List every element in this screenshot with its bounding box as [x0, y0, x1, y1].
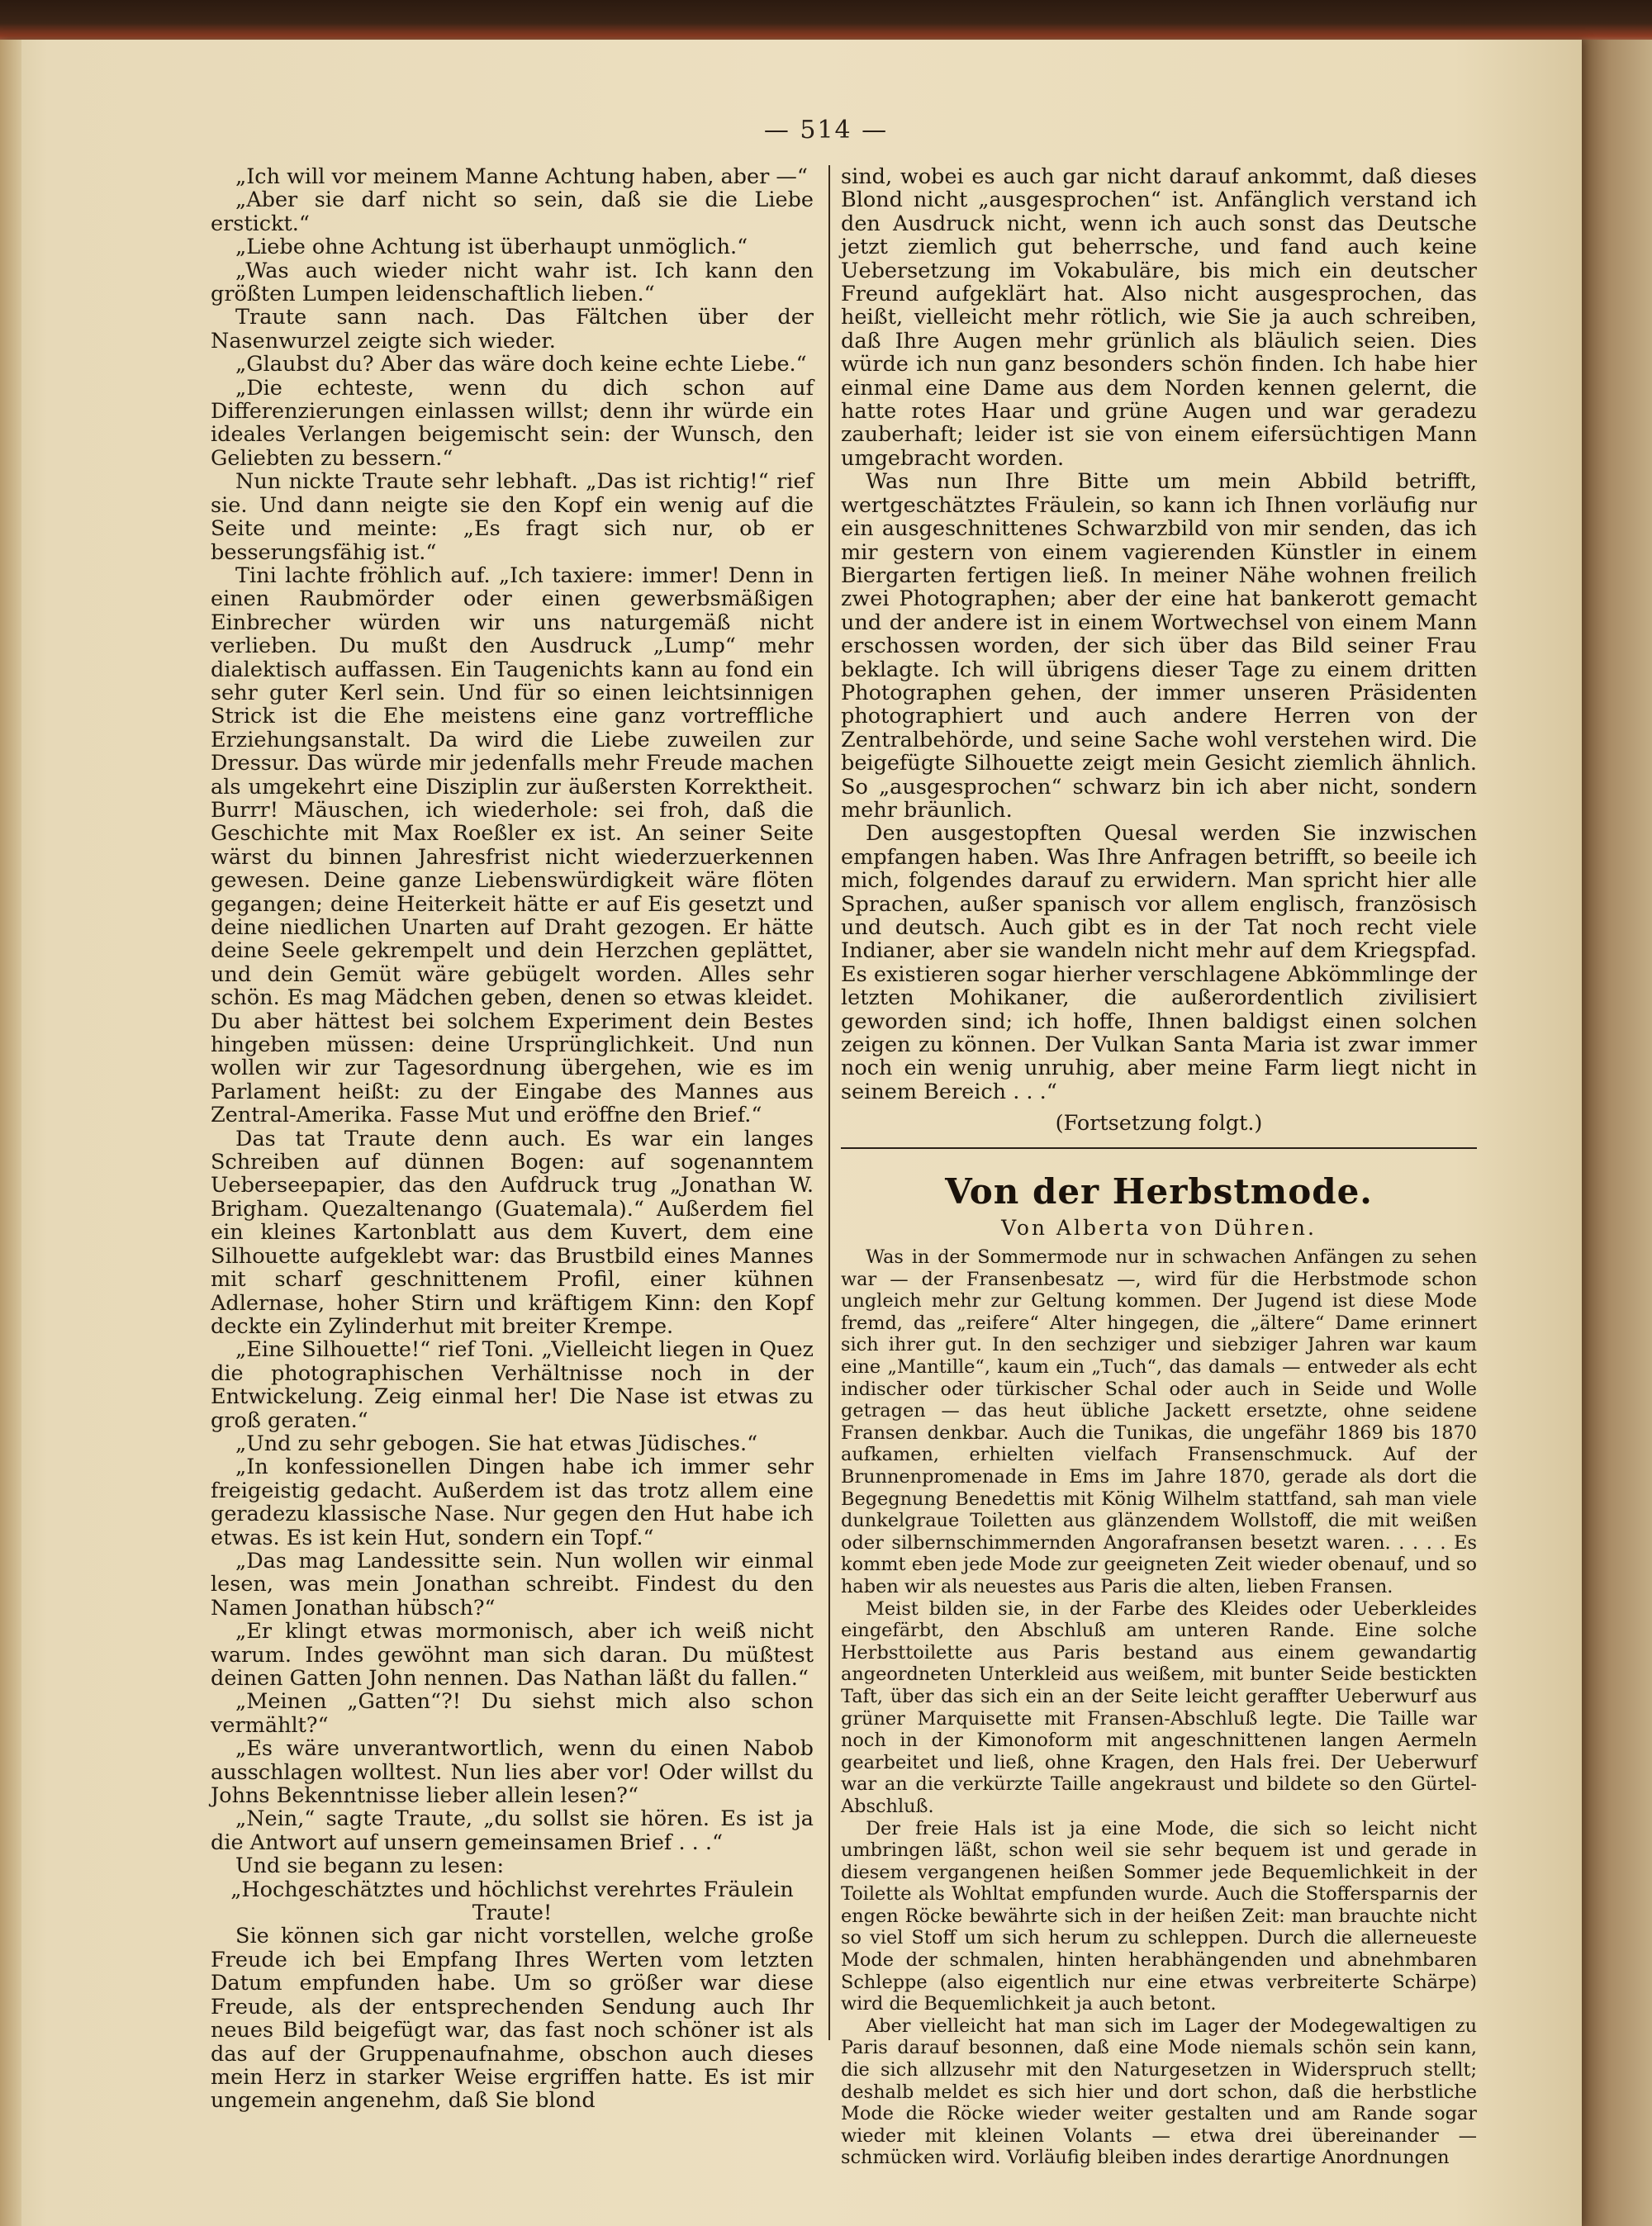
- paragraph: Sie können sich gar nicht vorstellen, welche große Freude ich bei Empfang Ihres Werten vom letzten Datum empfunden habe. Um so größer war diese Freude, als der entsprechenden Sendung auch Ihr neues Bild beigefügt war, das fast noch schöner ist als das auf der Gruppenaufnahme, obschon auch dieses mein Herz in starker Weise ergriffen hatte. Es ist mir ungemein angenehm, daß Sie blond: [211, 1924, 814, 2114]
- paragraph: Aber vielleicht hat man sich im Lager der Modegewaltigen zu Paris darauf besonnen, daß eine Mode niemals schön sein kann, die sich allzusehr mit den Naturgesetzen in Widerspruch stellt; deshalb meldet es sich hier und dort schon, daß die herbstliche Mode die Röcke wieder weiter gestalten und am Rande sogar wieder mit kleinen Volants — etwa drei übereinander — schmücken wird. Vorläufig bleiben indes derartige Anordnungen: [841, 2015, 1477, 2169]
- paragraph: „In konfessionellen Dingen habe ich immer sehr freigeistig gedacht. Außerdem ist das trotz allem eine geradezu klassische Nase. Nur gegen den Hut habe ich etwas. Es ist kein Hut, sondern ein Topf.“: [211, 1455, 814, 1550]
- paragraph: „Was auch wieder nicht wahr ist. Ich kann den größten Lumpen leidenschaftlich lieben.“: [211, 258, 814, 307]
- article-byline: Von Alberta von Dühren.: [1001, 1215, 1317, 1240]
- paragraph: Den ausgestopften Quesal werden Sie inzwischen empfangen haben. Was Ihre Anfragen betrifft, so beeile ich mich, folgendes darauf zu erwidern. Man spricht hier alle Sprachen, außer spanisch vor allem englisch, französisch und deutsch. Auch gibt es in der Tat noch recht viele Indianer, aber sie wandeln nicht mehr auf dem Kriegspfad. Es existieren sogar hierher verschlagene Abkömmlinge der letzten Mohikaner, die außerordentlich zivilisiert geworden sind; ich hoffe, Ihnen baldigst einen solchen zeigen zu können. Der Vulkan Santa Maria ist zwar immer noch ein wenig unruhig, aber meine Farm liegt nicht in seinem Bereich . . .“: [841, 821, 1477, 1104]
- continued-note: (Fortsetzung folgt.): [1055, 1111, 1263, 1137]
- letter-salutation: „Hochgeschätztes und höchlichst verehrtes Fräulein Traute!: [230, 1877, 794, 1926]
- paragraph: „Ich will vor meinem Manne Achtung haben, aber —“: [235, 164, 808, 189]
- paragraph: „Er klingt etwas mormonisch, aber ich weiß nicht warum. Indes gewöhnt man sich daran. Du müßtest deinen Gatten John nennen. Das Nathan läßt du fallen.“: [211, 1619, 814, 1691]
- article-body: [841, 1246, 1477, 2169]
- section-rule: [841, 1147, 1477, 1149]
- paragraph: „Eine Silhouette!“ rief Toni. „Vielleicht liegen in Quez die photographischen Verhältnisse noch in der Entwickelung. Zeig einmal her! Die Nase ist etwas zu groß geraten.“: [211, 1337, 814, 1433]
- paragraph: „Es wäre unverantwortlich, wenn du einen Nabob ausschlagen wolltest. Nun lies aber vor! Oder willst du Johns Bekenntnisse lieber allein lesen?“: [211, 1736, 814, 1809]
- paragraph: Was nun Ihre Bitte um mein Abbild betrifft, wertgeschätztes Fräulein, so kann ich Ihnen vorläufig nur ein ausgeschnittenes Schwarzbild von mir senden, das ich mir gestern von einem vagierenden Künstler in einem Biergarten fertigen ließ. In meiner Nähe wohnen freilich zwei Photographen; aber der eine hat bankerott gemacht und der andere ist in einem Wortwechsel von einem Mann erschossen worden, der sich über das Bild seiner Frau beklagte. Ich will übrigens dieser Tage zu einem dritten Photographen gehen, der immer unseren Präsidenten photographiert und auch andere Herren von der Zentralbehörde, und seine Sache wohl verstehen wird. Die beigefügte Silhouette zeigt mein Gesicht ziemlich ähnlich. So „ausgesprochen“ schwarz bin ich aber nicht, sondern mehr bräunlich.: [841, 469, 1477, 823]
- left-column: [211, 165, 814, 2113]
- paragraph: „Liebe ohne Achtung ist überhaupt unmöglich.“: [235, 235, 748, 260]
- page-edge: [0, 40, 21, 2226]
- paragraph: „Das mag Landessitte sein. Nun wollen wir einmal lesen, was mein Jonathan schreibt. Findest du den Namen Jonathan hübsch?“: [211, 1548, 814, 1621]
- paragraph: Und sie begann zu lesen:: [235, 1853, 505, 1879]
- paragraph: Was in der Sommermode nur in schwachen Anfängen zu sehen war — der Fransenbesatz —, wird für die Herbstmode schon ungleich mehr zur Geltung kommen. Der Jugend ist diese Mode fremd, das „reifere“ Alter hingegen, die „ältere“ Dame erinnert sich ihrer gut. In den sechziger und siebziger Jahren war kaum eine „Mantille“, kaum ein „Tuch“, das damals — entweder als echt indischer oder türkischer Schal oder auch in Seide und Wolle getragen — das heut übliche Jackett ersetzte, ohne seidene Fransen denkbar. Auch die Tunikas, die ungefähr 1869 bis 1870 aufkamen, erhielten vielfach Fransenschmuck. Auf der Brunnenpromenade in Ems im Jahre 1870, gerade als dort die Begegnung Benedettis mit König Wilhelm stattfand, sah man viele dunkelgraue Toiletten aus glänzendem Wollstoff, die mit weißen oder silbernschimmernden Angorafransen besetzt waren. . . . . Es kommt eben jede Mode zur geeigneten Zeit wieder obenauf, und so haben wir als neuestes aus Paris die alten, lieben Fransen.: [841, 1246, 1477, 1597]
- paragraph: sind, wobei es auch gar nicht darauf ankommt, daß dieses Blond nicht „ausgesprochen“ ist. Anfänglich verstand ich den Ausdruck nicht, wenn ich auch sonst das Deutsche jetzt ziemlich gut beherrsche, und fand auch keine Uebersetzung im Vokabuläre, bis mich ein deutscher Freund aufgeklärt hat. Also nicht ausgesprochen, das heißt, vielleicht mehr rötlich, wie Sie ja auch schreiben, daß Ihre Augen mehr grünlich als bläulich seien. Dies würde ich nun ganz besonders schön finden. Ich habe hier einmal eine Dame aus dem Norden kennen gelernt, die hatte rotes Haar und grüne Augen und war geradezu zauberhaft; leider ist sie von einem eifersüchtigen Mann umgebracht worden.: [841, 164, 1477, 471]
- book-gutter-shadow: [1582, 40, 1652, 2226]
- column-divider: [828, 165, 830, 2040]
- paragraph: „Aber sie darf nicht so sein, daß sie die Liebe erstickt.“: [211, 187, 814, 236]
- paragraph: Meist bilden sie, in der Farbe des Kleides oder Ueberkleides eingefärbt, den Abschluß am unteren Rande. Eine solche Herbsttoilette aus Paris bestand aus einem gewandartig angeordneten Unterkleid aus weißem, mit bunter Seide bestickten Taft, über das sich ein an der Seite leicht geraffter Ueberwurf aus grüner Marquisette mit Fransen-Abschluß legte. Die Taille war noch in der Kimonoform mit angeschnittenen langen Aermeln gearbeitet und ließ, ohne Kragen, den Hals frei. Der Ueberwurf war an die verkürzte Taille angekraust und bildete so den Gürtel-Abschluß.: [841, 1597, 1477, 1817]
- paragraph: „Meinen „Gatten“?! Du siehst mich also schon vermählt?“: [211, 1689, 814, 1738]
- paragraph: Nun nickte Traute sehr lebhaft. „Das ist richtig!“ rief sie. Und dann neigte sie den Kopf ein wenig auf die Seite und meinte: „Es fragt sich nur, ob er besserungsfähig ist.“: [211, 469, 814, 565]
- paragraph: Traute sann nach. Das Fältchen über der Nasenwurzel zeigte sich wieder.: [211, 305, 814, 354]
- paragraph: Der freie Hals ist ja eine Mode, die sich so leicht nicht umbringen läßt, schon weil sie sehr bequem ist und gerade in diesem vergangenen heißen Sommer jede Bequemlichkeit in der Toilette als Wohltat empfunden wurde. Auch die Stoffersparnis der engen Röcke bewährte sich in der heißen Zeit: man brauchte nicht so viel Stoff um sich herum zu schleppen. Durch die allerneueste Mode der schmalen, hinten herabhängenden und abnehmbaren Schleppe (also eigentlich nur eine etwas verbreiterte Schärpe) wird die Bequemlichkeit ja auch betont.: [841, 1817, 1477, 2015]
- article-title: Von der Herbstmode.: [945, 1170, 1373, 1212]
- right-column: [841, 165, 1477, 2169]
- paragraph: Das tat Traute denn auch. Es war ein langes Schreiben auf dünnen Bogen: auf sogenanntem Ueberseepapier, das den Aufdruck trug „Jonathan W. Brigham. Quezaltenango (Guatemala).“ Außerdem fiel ein kleines Kartonblatt aus dem Kuvert, dem eine Silhouette aufgeklebt war: das Brustbild eines Mannes mit scharf geschnittenem Profil, einer kühnen Adlernase, hoher Stirn und kräftigem Kinn: den Kopf deckte ein Zylinderhut mit breiter Krempe.: [211, 1126, 814, 1339]
- paragraph: „Glaubst du? Aber das wäre doch keine echte Liebe.“: [235, 352, 807, 377]
- paragraph: Tini lachte fröhlich auf. „Ich taxiere: immer! Denn in einen Raubmörder oder einen gewerbsmäßigen Einbrecher würden wir uns naturgemäß nicht verlieben. Du mußt den Ausdruck „Lump“ mehr dialektisch auffassen. Ein Taugenichts kann au fond ein sehr guter Kerl sein. Und für so einen leichtsinnigen Strick ist die Ehe meistens eine ganz vortreffliche Erziehungsanstalt. Da wird die Liebe zuweilen zur Dressur. Das würde mir jedenfalls mehr Freude machen als umgekehrt eine Disziplin zur äußersten Korrektheit. Burrr! Mäuschen, ich wiederhole: sei froh, daß die Geschichte mit Max Roeßler ex ist. An seiner Seite wärst du binnen Jahresfrist nicht wiederzuerkennen gewesen. Deine ganze Liebenswürdigkeit wäre flöten gegangen; deine Heiterkeit hätte er auf Eis gesetzt und deine niedlichen Unarten auf Draht gezogen. Er hätte deine Seele gekrempelt und dein Herzchen geplättet, und dein Gemüt wäre gebügelt worden. Alles sehr schön. Es mag Mädchen geben, denen so etwas kleidet. Du aber hättest bei solchem Experiment dein Bestes hingeben müssen: deine Ursprünglichkeit. Und nun wollen wir zur Tagesordnung übergehen, wie es im Parlament heißt: zu der Eingabe des Mannes aus Zentral-Amerika. Fasse Mut und eröffne den Brief.“: [211, 562, 814, 1128]
- paragraph: „Die echteste, wenn du dich schon auf Differenzierungen einlassen willst; denn ihr würde ein ideales Verlangen beigemischt sein: der Wunsch, den Geliebten zu bessern.“: [211, 375, 814, 471]
- paragraph: „Und zu sehr gebogen. Sie hat etwas Jüdisches.“: [235, 1431, 758, 1456]
- paragraph: „Nein,“ sagte Traute, „du sollst sie hören. Es ist ja die Antwort auf unsern gemeinsamen Brief . . .“: [211, 1806, 814, 1855]
- page-number: — 514 —: [763, 116, 889, 145]
